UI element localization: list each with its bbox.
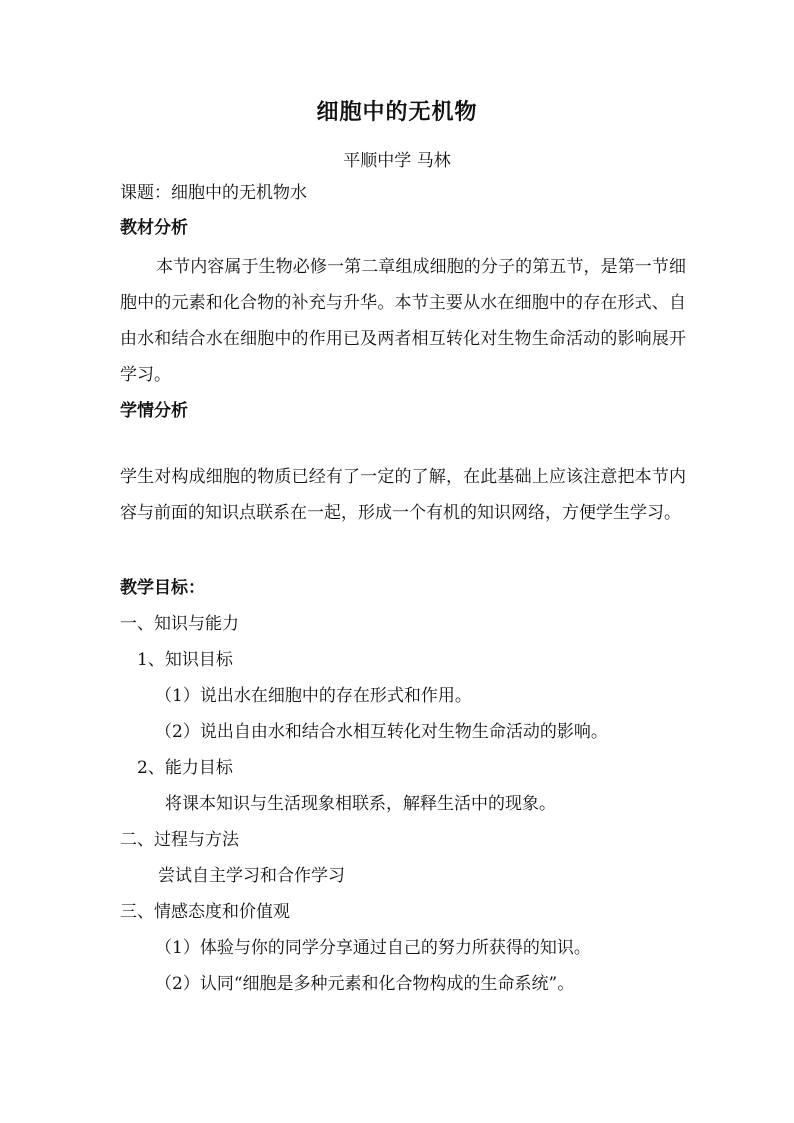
goal-emotion-item-1: （1）体验与你的同学分享通过自己的努力所获得的知识。 [155,938,591,958]
topic-line: 课题：细胞中的无机物水 [120,183,307,203]
student-analysis-heading: 学情分析 [120,401,188,421]
material-analysis-text: 本节内容属于生物必修一第二章组成细胞的分子的第五节，是第一节细胞中的元素和化合物的补充与升华。本节主要从水在细胞中的存在形式、自由水和结合水在细胞中的作用已及两者相互转化对生物生命活动的影响展开学习。 [120,257,686,385]
goal-emotion-item-2: （2）认同“细胞是多种元素和化合物构成的生命系统”。 [155,974,575,994]
goal-process-method: 二、过程与方法 [120,830,239,850]
goal-process-item-1: 尝试自主学习和合作学习 [158,866,345,886]
goal-ability-target: 2、能力目标 [137,758,233,778]
student-analysis-text: 学生对构成细胞的物质已经有了一定的了解，在此基础上应该注意把本节内容与前面的知识点联系在一起，形成一个有机的知识网络，方便学生学习。 [120,467,686,523]
goal-knowledge-item-2: （2）说出自由水和结合水相互转化对生物生命活动的影响。 [155,722,608,742]
document-author: 平顺中学 马林 [343,151,451,171]
goal-knowledge-target: 1、知识目标 [137,650,233,670]
goal-emotion-values: 三、情感态度和价值观 [120,902,290,922]
goal-ability-item-1: 将课本知识与生活现象相联系，解释生活中的现象。 [165,794,556,814]
teaching-goals-heading: 教学目标： [120,578,205,598]
material-analysis-heading: 教材分析 [120,218,188,238]
goal-knowledge-ability: 一、知识与能力 [120,614,239,634]
document-title: 细胞中的无机物 [316,99,478,125]
goal-knowledge-item-1: （1）说出水在细胞中的存在形式和作用。 [155,686,472,706]
